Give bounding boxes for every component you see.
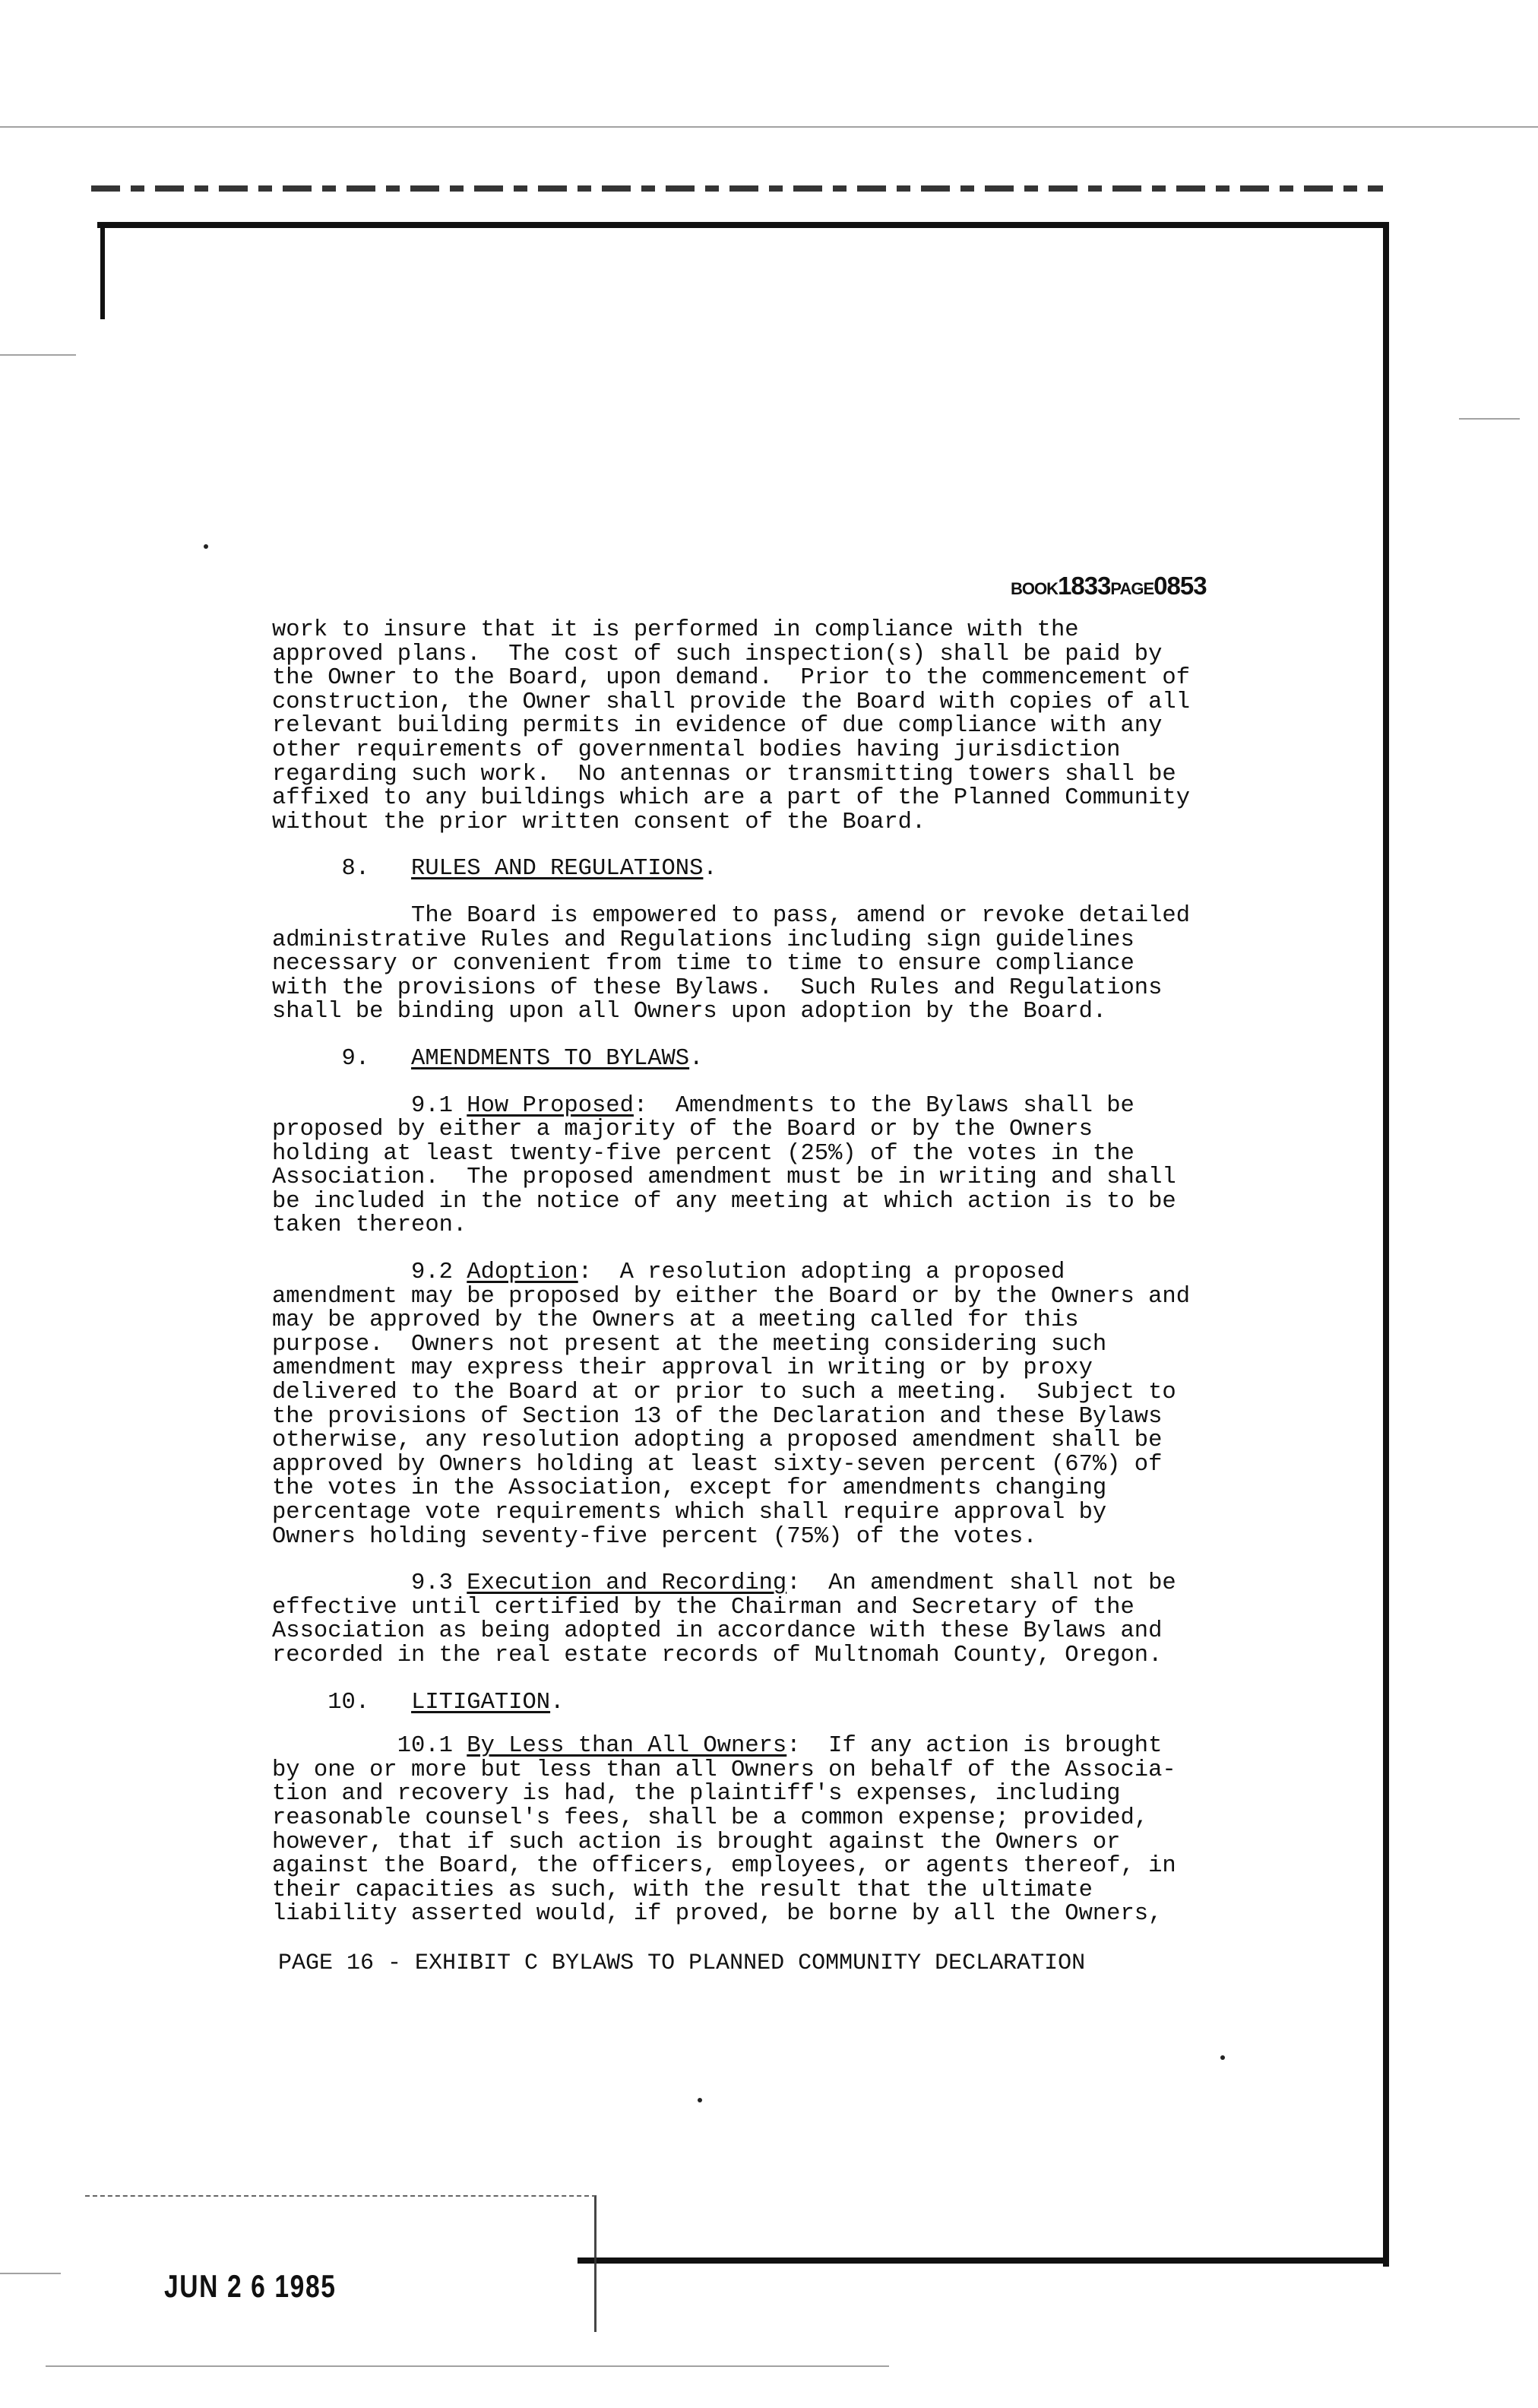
text-line [272, 1092, 1214, 1119]
page-frame-top [97, 222, 1389, 228]
text-line [272, 1735, 1214, 1759]
text-line: purpose. Owners not present at the meeting considering such [272, 1331, 1107, 1358]
subsection-text: : Amendments to the Bylaws shall be [633, 1092, 1135, 1119]
text-line: relevant building permits in evidence of due compliance with any [272, 713, 1163, 740]
section-10-heading: 10. LITIGATION. [328, 1689, 565, 1716]
text-line: reasonable counsel's fees, shall be a common expense; provided, [272, 1804, 1149, 1831]
text-line: other requirements of governmental bodies having jurisdiction [272, 737, 1121, 763]
text-line: approved by Owners holding at least sixty-seven percent (67%) of [272, 1451, 1163, 1478]
book-page-reference [1011, 572, 1207, 600]
text-line: approved plans. The cost of such inspection(s) shall be paid by [272, 641, 1163, 667]
intro-paragraph [272, 619, 1214, 835]
section-title: AMENDMENTS TO BYLAWS [411, 1045, 690, 1072]
section-number: 9. [341, 1045, 370, 1072]
scan-artifact-top-edge [91, 185, 1383, 192]
text-line: may be approved by the Owners at a meeting called for this [272, 1307, 1079, 1334]
text-line: Association. The proposed amendment must be in writing and shall [272, 1164, 1176, 1191]
section-9-2-paragraph [272, 1261, 1214, 1549]
text-line: work to insure that it is performed in compliance with the [272, 617, 1079, 643]
text-line: against the Board, the officers, employees, or agents thereof, in [272, 1853, 1176, 1880]
text-line: Association as being adopted in accordance with these Bylaws and [272, 1618, 1163, 1645]
section-9-heading: 9. AMENDMENTS TO BYLAWS. [341, 1045, 704, 1072]
text-line: percentage vote requirements which shall require approval by [272, 1500, 1107, 1526]
section-number: 10. [328, 1689, 370, 1716]
subsection-title: Adoption [467, 1259, 578, 1286]
recording-stamp-box [85, 2195, 597, 2332]
text-line: regarding such work. No antennas or transmitting towers shall be [272, 761, 1176, 787]
text-line: be included in the notice of any meeting at which action is to be [272, 1188, 1176, 1215]
text-line: amendment may be proposed by either the Board or by the Owners and [272, 1283, 1190, 1310]
text-line: holding at least twenty-five percent (25%) of the votes in the [272, 1140, 1135, 1167]
left-margin-mark [100, 228, 105, 319]
subsection-text: : If any action is brought [786, 1733, 1163, 1760]
subsection-title: Execution and Recording [467, 1570, 787, 1597]
subsection-number: 10.1 [397, 1733, 453, 1760]
text-line: necessary or convenient from time to time to ensure compliance [272, 951, 1135, 977]
section-8-heading: 8. RULES AND REGULATIONS. [341, 856, 717, 882]
section-8-paragraph [272, 902, 1214, 1025]
book-label: BOOK [1011, 579, 1058, 598]
subsection-number: 9.2 [411, 1259, 453, 1286]
subsection-number: 9.1 [411, 1092, 453, 1119]
subsection-number: 9.3 [411, 1570, 453, 1597]
section-10-1-paragraph [272, 1735, 1214, 1927]
section-9-3-paragraph [272, 1572, 1214, 1668]
text-line: liability asserted would, if proved, be borne by all the Owners, [272, 1901, 1163, 1928]
text-line: the provisions of Section 13 of the Declaration and these Bylaws [272, 1403, 1163, 1430]
recording-date-stamp: JUN 2 6 1985 [164, 2268, 337, 2304]
section-9-1-paragraph [272, 1092, 1214, 1239]
page-label: PAGE [1110, 579, 1154, 598]
page-frame-right [1383, 222, 1389, 2267]
subsection-text: : An amendment shall not be [786, 1570, 1176, 1597]
text-line: administrative Rules and Regulations including sign guidelines [272, 927, 1135, 953]
text-line: amendment may express their approval in writing or by proxy [272, 1355, 1093, 1382]
text-line: Owners holding seventy-five percent (75%) of the votes. [272, 1523, 1037, 1550]
section-number: 8. [341, 856, 370, 882]
speck [698, 2098, 702, 2102]
bottom-rule [46, 2365, 889, 2367]
text-line: their capacities as such, with the result that the ultimate [272, 1877, 1093, 1903]
text-line: without the prior written consent of the Board. [272, 809, 926, 835]
left-bottom-rule [0, 2273, 61, 2274]
text-line: the Owner to the Board, upon demand. Prior to the commencement of [272, 665, 1190, 692]
book-number: 1833 [1058, 572, 1111, 600]
page-frame-bottom [578, 2258, 1389, 2264]
page-footer: PAGE 16 - EXHIBIT C BYLAWS TO PLANNED COMMUNITY DECLARATION [278, 1950, 1086, 1976]
text-line [272, 1261, 1214, 1285]
section-title: RULES AND REGULATIONS [411, 856, 704, 882]
text-line: proposed by either a majority of the Board or by the Owners [272, 1117, 1093, 1143]
text-line: construction, the Owner shall provide the Board with copies of all [272, 689, 1190, 715]
text-line: recorded in the real estate records of Multnomah County, Oregon. [272, 1642, 1163, 1668]
right-margin-rule [1459, 418, 1520, 420]
text-line: however, that if such action is brought against the Owners or [272, 1829, 1121, 1855]
text-line: with the provisions of these Bylaws. Such Rules and Regulations [272, 974, 1163, 1001]
speck [204, 544, 208, 549]
text-line: the votes in the Association, except for amendments changing [272, 1475, 1107, 1502]
left-margin-rule [0, 354, 76, 356]
text-line: by one or more but less than all Owners on behalf of the Associa- [272, 1757, 1176, 1783]
text-line: otherwise, any resolution adopting a proposed amendment shall be [272, 1427, 1163, 1454]
text-line: The Board is empowered to pass, amend or revoke detailed [272, 902, 1190, 929]
text-line: delivered to the Board at or prior to such a meeting. Subject to [272, 1380, 1176, 1406]
text-line: effective until certified by the Chairman and Secretary of the [272, 1594, 1135, 1621]
subsection-title: How Proposed [467, 1092, 634, 1119]
text-line: taken thereon. [272, 1212, 467, 1239]
speck [1220, 2055, 1225, 2060]
subsection-title: By Less than All Owners [467, 1733, 787, 1760]
page-number: 0853 [1154, 572, 1207, 600]
scan-artifact-line [0, 126, 1538, 128]
text-line: tion and recovery is had, the plaintiff's expenses, including [272, 1781, 1121, 1808]
section-title: LITIGATION [411, 1689, 551, 1716]
document-body [272, 619, 1214, 1927]
text-line: affixed to any buildings which are a part of the Planned Community [272, 785, 1190, 812]
subsection-text: : A resolution adopting a proposed [578, 1259, 1065, 1286]
text-line: shall be binding upon all Owners upon adoption by the Board. [272, 999, 1107, 1025]
text-line [272, 1572, 1214, 1596]
